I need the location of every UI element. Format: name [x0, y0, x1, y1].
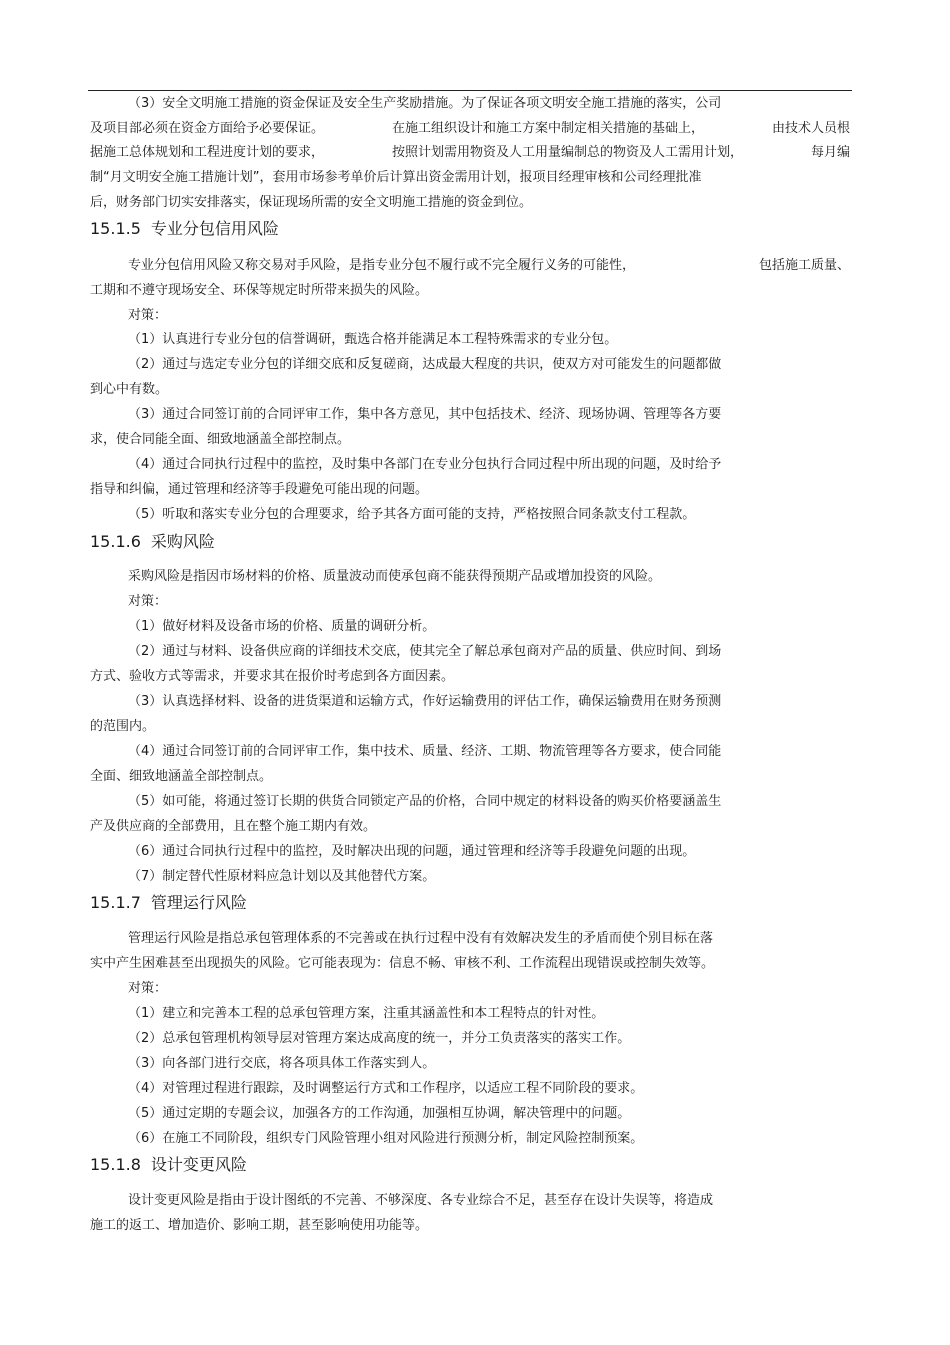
list-item: （4）对管理过程进行跟踪，及时调整运行方式和工作程序，以适应工程不同阶段的要求。	[128, 1081, 644, 1096]
paragraph-line: 后，财务部门切实安排落实，保证现场所需的安全文明施工措施的资金到位。	[90, 195, 533, 210]
paragraph-line: 采购风险是指因市场材料的价格、质量波动而使承包商不能获得预期产品或增加投资的风险。	[128, 569, 662, 584]
text-run: 每月编	[810, 145, 850, 160]
list-item: 的范围内。	[90, 719, 156, 734]
section-title: 管理运行风险	[150, 893, 247, 912]
section-heading-15-1-5	[90, 219, 279, 239]
paragraph-line	[128, 258, 850, 274]
text-run: 按照计划需用物资及人工用量编制总的物资及人工需用计划，	[391, 145, 743, 160]
list-item: （4）通过合同签订前的合同评审工作，集中技术、质量、经济、工期、物流管理等各方要求，使合同能	[128, 744, 722, 759]
paragraph-line: 管理运行风险是指总承包管理体系的不完善或在执行过程中没有有效解决发生的矛盾而使个别目标在落	[128, 931, 714, 946]
paragraph-line: （3）安全文明施工措施的资金保证及安全生产奖励措施。为了保证各项文明安全施工措施的落实，公司	[128, 96, 722, 111]
list-item: 到心中有数。	[90, 382, 169, 397]
list-item: （2）总承包管理机构领导层对管理方案达成高度的统一，并分工负责落实的落实工作。	[128, 1031, 631, 1046]
paragraph-line: 制“月文明安全施工措施计划”，套用市场参考单价后计算出资金需用计划，报项目经理审核和公司经理批准	[90, 170, 702, 185]
section-title: 专业分包信用风险	[150, 219, 279, 238]
paragraph-line: 设计变更风险是指由于设计图纸的不完善、不够深度、各专业综合不足，甚至存在设计失误等，将造成	[128, 1193, 714, 1208]
section-title: 设计变更风险	[150, 1155, 247, 1174]
section-number: 15.1.8	[90, 1155, 141, 1174]
list-item: （2）通过与选定专业分包的详细交底和反复磋商，达成最大程度的共识，使双方对可能发生的问题都做	[128, 357, 722, 372]
list-item: （2）通过与材料、设备供应商的详细技术交底，使其完全了解总承包商对产品的质量、供应时间、到场	[128, 644, 722, 659]
paragraph-line	[90, 121, 850, 137]
list-item: （4）通过合同执行过程中的监控，及时集中各部门在专业分包执行合同过程中所出现的问题，及时给予	[128, 457, 722, 472]
countermeasure-label: 对策：	[128, 594, 168, 609]
list-item: （1）认真进行专业分包的信誉调研，甄选合格并能满足本工程特殊需求的专业分包。	[128, 332, 618, 347]
list-item: 方式、验收方式等需求，并要求其在报价时考虑到各方面因素。	[90, 669, 455, 684]
section-heading-15-1-8	[90, 1155, 247, 1175]
list-item: （6）通过合同执行过程中的监控，及时解决出现的问题，通过管理和经济等手段避免问题的出现。	[128, 844, 696, 859]
text-run: 包括施工质量、	[758, 258, 850, 273]
text-run: 专业分包信用风险又称交易对手风险，是指专业分包不履行或不完全履行义务的可能性，	[128, 258, 636, 273]
list-item: （5）如可能，将通过签订长期的供货合同锁定产品的价格，合同中规定的材料设备的购买价格要涵盖生	[128, 794, 722, 809]
header-rule	[88, 90, 852, 91]
paragraph-line: 工期和不遵守现场安全、环保等规定时所带来损失的风险。	[90, 283, 429, 298]
list-item: （5）通过定期的专题会议，加强各方的工作沟通，加强相互协调，解决管理中的问题。	[128, 1106, 631, 1121]
text-run: 及项目部必须在资金方面给予必要保证。	[90, 121, 325, 136]
section-number: 15.1.6	[90, 532, 141, 551]
list-item: （5）听取和落实专业分包的合理要求，给予其各方面可能的支持，严格按照合同条款支付工程款。	[128, 507, 696, 522]
list-item: （6）在施工不同阶段，组织专门风险管理小组对风险进行预测分析，制定风险控制预案。	[128, 1131, 644, 1146]
text-run: 由技术人员根	[771, 121, 850, 136]
list-item: （7）制定替代性原材料应急计划以及其他替代方案。	[128, 869, 436, 884]
countermeasure-label: 对策：	[128, 981, 168, 996]
list-item: （3）向各部门进行交底，将各项具体工作落实到人。	[128, 1056, 436, 1071]
list-item: 求，使合同能全面、细致地涵盖全部控制点。	[90, 432, 351, 447]
section-heading-15-1-6	[90, 532, 215, 552]
text-run: 在施工组织设计和施工方案中制定相关措施的基础上，	[391, 121, 704, 136]
list-item: 产及供应商的全部费用，且在整个施工期内有效。	[90, 819, 377, 834]
countermeasure-label: 对策：	[128, 308, 168, 323]
list-item: （3）通过合同签订前的合同评审工作，集中各方意见，其中包括技术、经济、现场协调、管理等各方要	[128, 407, 722, 422]
list-item: （3）认真选择材料、设备的进货渠道和运输方式，作好运输费用的评估工作，确保运输费用在财务预测	[128, 694, 722, 709]
text-run: 据施工总体规划和工程进度计划的要求，	[90, 145, 325, 160]
paragraph-line	[90, 145, 850, 161]
list-item: （1）做好材料及设备市场的价格、质量的调研分析。	[128, 619, 436, 634]
list-item: （1）建立和完善本工程的总承包管理方案，注重其涵盖性和本工程特点的针对性。	[128, 1006, 605, 1021]
list-item: 全面、细致地涵盖全部控制点。	[90, 769, 273, 784]
section-title: 采购风险	[150, 532, 215, 551]
section-number: 15.1.5	[90, 219, 141, 238]
paragraph-line: 施工的返工、增加造价、影响工期，甚至影响使用功能等。	[90, 1218, 429, 1233]
list-item: 指导和纠偏，通过管理和经济等手段避免可能出现的问题。	[90, 482, 429, 497]
paragraph-line: 实中产生困难甚至出现损失的风险。它可能表现为：信息不畅、审核不利、工作流程出现错误或控制失效等。	[90, 956, 715, 971]
section-number: 15.1.7	[90, 893, 141, 912]
section-heading-15-1-7	[90, 893, 247, 913]
